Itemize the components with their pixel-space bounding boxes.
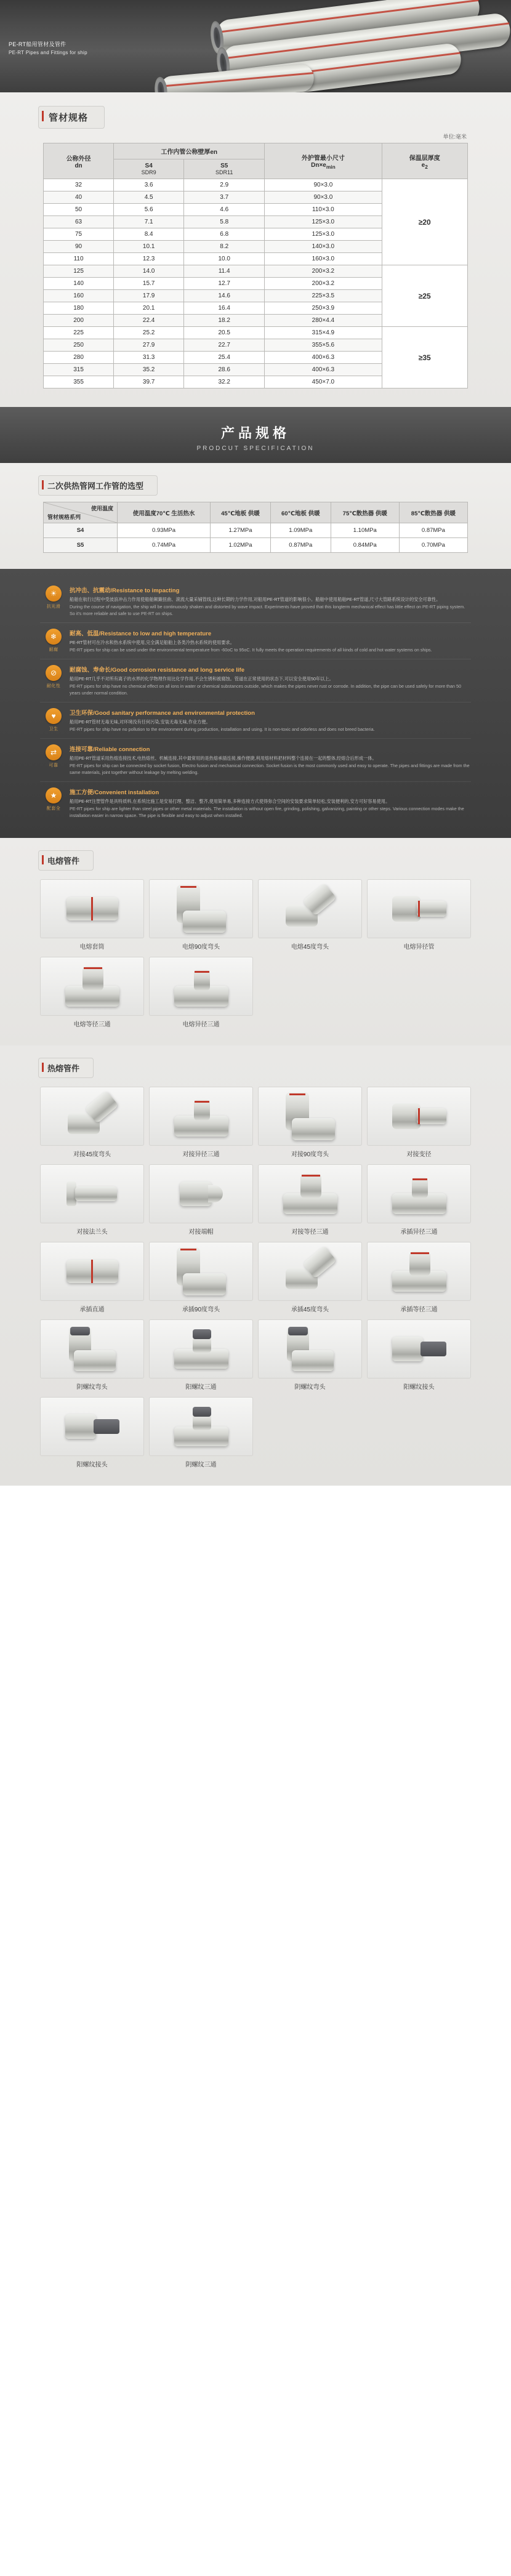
fusion-fitting-item[interactable] <box>40 1397 144 1468</box>
electro-fitting-label: 电熔等径三通 <box>73 1021 111 1028</box>
cell-insulation: ≥35 <box>382 327 468 388</box>
fusion-fitting-thumbnail[interactable] <box>367 1319 471 1379</box>
fusion-fitting-thumbnail[interactable] <box>258 1164 362 1223</box>
electro-fitting-item[interactable] <box>40 879 144 951</box>
electro-fittings-heading: 电熔管件 <box>38 850 94 871</box>
cell-s5: 6.8 <box>184 228 265 241</box>
cell-outer: 160×3.0 <box>265 253 382 265</box>
feature-badge-icon: ★ <box>46 787 62 803</box>
fusion-fitting-label: 对接等径三通 <box>291 1229 329 1236</box>
cell-outer: 315×4.9 <box>265 327 382 339</box>
fusion-fittings-section <box>0 1045 511 1486</box>
feature-text-en: PE-RT pipes for ship are lighter than steel pipes or other metal materials. The installation is without open fire, grinding, polishing, galvanizing, painting or other steps. Various connection modes make the installation easier in narrow space. The pipe is flexible and easy to adjust when installed. <box>70 806 464 818</box>
feature-badge-icon: ☀ <box>46 586 62 602</box>
feature-badge <box>40 708 67 733</box>
heat-network-section <box>0 463 511 569</box>
feature-text-en: PE-RT pipes for ship have no pollution to the environment during production, installation and using. It is non-toxic and odorless and does not breed bacteria. <box>70 727 375 732</box>
cell-s5: 16.4 <box>184 302 265 315</box>
feature-badge <box>40 629 67 653</box>
feature-title: 施工方便/Convenient installation <box>70 789 159 796</box>
cell-outer: 90×3.0 <box>265 191 382 204</box>
cell-s5: 12.7 <box>184 278 265 290</box>
cell-s5: 14.6 <box>184 290 265 302</box>
cell-dn: 280 <box>44 352 114 364</box>
product-spec-title-cn: 产品规格 <box>220 425 290 441</box>
feature-badge <box>40 665 67 696</box>
table-row <box>44 327 468 339</box>
heat-tbody <box>44 523 468 553</box>
product-spec-title-en: PRODCUT SPECIFICATION <box>196 445 315 452</box>
feature-body <box>67 586 471 617</box>
cell-series: S4 <box>44 523 118 538</box>
pipe-spec-thead <box>44 143 468 179</box>
feature-badge-label: 配套全 <box>46 807 61 811</box>
cell-s5: 22.7 <box>184 339 265 352</box>
feature-text <box>70 639 471 653</box>
col-dn: 公称外径 dn <box>44 143 114 179</box>
feature-title: 耐腐蚀、寿命长/Good corrosion resistance and long service life <box>70 667 245 674</box>
pipe-spec-heading <box>38 106 105 129</box>
electro-fitting-item[interactable] <box>258 879 362 951</box>
feature-text <box>70 798 471 819</box>
cell-dn: 32 <box>44 179 114 191</box>
feature-title: 卫生环保/Good sanitary performance and environmental protection <box>70 710 255 717</box>
cell-outer: 140×3.0 <box>265 241 382 253</box>
cell-s4: 17.9 <box>114 290 184 302</box>
feature-badge-icon: ❄ <box>46 629 62 645</box>
cell-s4: 8.4 <box>114 228 184 241</box>
feature-item <box>40 782 471 824</box>
cell-insulation: ≥20 <box>382 179 468 265</box>
feature-text-cn: 船用PE-RT管道采用热熔连接技术,电热熔丝、机械连接,其中最常用的是热熔承插连接,操作便捷,利用熔材料把材料整个连接在一起的整体,经熔合后形成一体。 <box>70 755 377 761</box>
fusion-fitting-label: 阳螺纹接头 <box>403 1384 435 1391</box>
cell-outer: 110×3.0 <box>265 204 382 216</box>
feature-item <box>40 580 471 623</box>
feature-badge <box>40 787 67 819</box>
cell-series: S5 <box>44 538 118 553</box>
feature-title: 连接可靠/Reliable connection <box>70 746 150 753</box>
cell-s5: 3.7 <box>184 191 265 204</box>
electro-fitting-item[interactable] <box>149 879 253 951</box>
corner-bottom-left: 管材规格系列 <box>47 514 81 520</box>
feature-badge <box>40 744 67 776</box>
hero-title-cn: PE-RT船用管材及管件 <box>9 41 66 47</box>
fusion-fitting-item[interactable] <box>149 1164 253 1236</box>
fusion-fitting-thumbnail[interactable] <box>40 1164 144 1223</box>
feature-text-cn: 船舶在航行过程中受波浪冲击力作用使船舶颠簸扭曲、滚流大量采铺管线,这种长期的力学作用,对船用PE-RT管道的影响很小。船舶中使用船舶PE-RT管道,尺寸大管路系统设计的安全可靠性。 <box>70 597 441 602</box>
cell-insulation: ≥25 <box>382 265 468 327</box>
fusion-fitting-item[interactable] <box>258 1242 362 1313</box>
electro-fittings-grid <box>40 879 471 1028</box>
electro-fitting-thumbnail[interactable] <box>367 879 471 938</box>
feature-badge-label: 抗光滑 <box>46 605 61 609</box>
feature-badge-icon: ⊘ <box>46 665 62 681</box>
cell-s4: 5.6 <box>114 204 184 216</box>
electro-fitting-item[interactable] <box>40 957 144 1028</box>
feature-badge <box>40 586 67 617</box>
cell-s5: 20.5 <box>184 327 265 339</box>
cell-pressure: 1.02MPa <box>211 538 271 553</box>
cell-pressure: 1.27MPa <box>211 523 271 538</box>
fusion-fitting-label: 对接45度弯头 <box>73 1151 111 1158</box>
cell-dn: 125 <box>44 265 114 278</box>
pipe-spec-tbody <box>44 179 468 388</box>
heat-col-0: 使用温度70℃ 生活热水 <box>118 502 211 523</box>
hero-title-en: PE-RT Pipes and Fittings for ship <box>9 50 87 55</box>
corner-cell <box>44 502 118 523</box>
pipe-spec-table <box>43 143 468 388</box>
table-row <box>44 179 468 191</box>
product-spec-banner <box>0 407 511 463</box>
heat-col-2: 60℃地板 供暖 <box>270 502 331 523</box>
feature-title: 耐高、低温/Resistance to low and high temperature <box>70 630 212 637</box>
cell-s5: 4.6 <box>184 204 265 216</box>
fusion-fitting-item[interactable] <box>367 1087 471 1158</box>
fusion-fitting-label: 承插45度弯头 <box>291 1306 329 1313</box>
fusion-fitting-thumbnail[interactable] <box>40 1087 144 1146</box>
table-header-row <box>44 502 468 523</box>
pipe-spec-heading-label: 管材规格 <box>38 106 105 129</box>
feature-text <box>70 718 471 733</box>
feature-text-cn: 船用PE-RT注塑管件是具特质料,在系统比施工是安易打理、整洁、整齐,使用简单易,多种连接方式使得弥合空间的安装要求简单轻松,安装便利的,安方可好容易使用。 <box>70 799 390 804</box>
cell-outer: 400×6.3 <box>265 364 382 376</box>
electro-fitting-label: 电熔异径管 <box>403 944 435 951</box>
fusion-fitting-thumbnail[interactable] <box>367 1087 471 1146</box>
cell-dn: 75 <box>44 228 114 241</box>
feature-badge-label: 耐化性 <box>46 684 61 688</box>
cell-s4: 31.3 <box>114 352 184 364</box>
feature-body <box>67 787 471 819</box>
heat-network-heading: 二次供热管网工作管的选型 <box>38 475 158 496</box>
feature-item <box>40 739 471 782</box>
fusion-fitting-label: 对接变径 <box>406 1151 432 1158</box>
fusion-fitting-thumbnail[interactable] <box>149 1319 253 1379</box>
fusion-fitting-item[interactable] <box>149 1087 253 1158</box>
cell-s5: 28.6 <box>184 364 265 376</box>
cell-dn: 160 <box>44 290 114 302</box>
cell-dn: 250 <box>44 339 114 352</box>
fusion-fitting-thumbnail[interactable] <box>258 1242 362 1301</box>
table-row <box>44 538 468 553</box>
fusion-fitting-label: 阴螺纹弯头 <box>76 1384 108 1391</box>
unit-note: 单位:毫米 <box>443 134 467 140</box>
cell-outer: 280×4.4 <box>265 315 382 327</box>
fusion-fittings-grid <box>40 1087 471 1468</box>
fusion-fitting-item[interactable] <box>40 1087 144 1158</box>
feature-body <box>67 744 471 776</box>
fusion-fitting-item[interactable] <box>367 1164 471 1236</box>
cell-dn: 355 <box>44 376 114 388</box>
corner-top-right: 使用温度 <box>91 505 113 512</box>
table-header-row <box>44 143 468 159</box>
fusion-fitting-thumbnail[interactable] <box>149 1397 253 1456</box>
cell-s5: 5.8 <box>184 216 265 228</box>
fusion-fitting-item[interactable] <box>367 1242 471 1313</box>
pipe-illustration <box>123 4 511 90</box>
fusion-fitting-item[interactable] <box>149 1242 253 1313</box>
hero-title <box>9 41 87 57</box>
heat-col-4: 85℃散热器 供暖 <box>399 502 467 523</box>
cell-outer: 200×3.2 <box>265 278 382 290</box>
feature-badge-label: 卫生 <box>49 727 58 731</box>
cell-dn: 315 <box>44 364 114 376</box>
electro-fitting-thumbnail[interactable] <box>40 879 144 938</box>
feature-badge-icon: ♥ <box>46 708 62 724</box>
col-wall-group: 工作内管公称壁厚en <box>114 143 265 159</box>
table-row <box>44 523 468 538</box>
fusion-fitting-label: 承插90度弯头 <box>182 1306 220 1313</box>
fusion-fitting-thumbnail[interactable] <box>149 1087 253 1146</box>
feature-text-cn: PE-RT管材可在冷水和热水系统中使用,完全满足船舶上各类冷热水系统的使用要求。 <box>70 640 235 645</box>
fusion-fitting-thumbnail[interactable] <box>40 1319 144 1379</box>
cell-dn: 180 <box>44 302 114 315</box>
feature-item <box>40 623 471 659</box>
electro-fitting-thumbnail[interactable] <box>40 957 144 1016</box>
fusion-fitting-thumbnail[interactable] <box>258 1087 362 1146</box>
fusion-fitting-item[interactable] <box>258 1087 362 1158</box>
feature-badge-label: 耐腐 <box>49 648 58 652</box>
cell-outer: 355×5.6 <box>265 339 382 352</box>
electro-fitting-thumbnail[interactable] <box>149 879 253 938</box>
cell-s4: 14.0 <box>114 265 184 278</box>
feature-text <box>70 755 471 776</box>
cell-pressure: 0.87MPa <box>399 523 467 538</box>
cell-dn: 225 <box>44 327 114 339</box>
feature-text-en: PE-RT pipes for ship can be connected by socket fusion, Electro fusion and mechanical connection. Socket fusion is the most commonly used and easy to operate. The pipes and fittings are made from the same materials, joint together without leakage by melting welding. <box>70 763 470 775</box>
feature-text <box>70 675 471 696</box>
cell-s4: 27.9 <box>114 339 184 352</box>
feature-text <box>70 596 471 617</box>
fusion-fitting-label: 承插等径三通 <box>400 1306 438 1313</box>
cell-outer: 125×3.0 <box>265 228 382 241</box>
cell-pressure: 1.09MPa <box>270 523 331 538</box>
cell-dn: 50 <box>44 204 114 216</box>
table-row <box>44 265 468 278</box>
electro-fitting-item[interactable] <box>367 879 471 951</box>
fusion-fitting-label: 阳螺纹接头 <box>76 1462 108 1468</box>
fusion-fitting-label: 对接90度弯头 <box>291 1151 329 1158</box>
cell-outer: 400×6.3 <box>265 352 382 364</box>
cell-s5: 8.2 <box>184 241 265 253</box>
feature-title: 抗冲击、抗震动/Resistance to impacting <box>70 587 180 594</box>
cell-s4: 35.2 <box>114 364 184 376</box>
fusion-fitting-thumbnail[interactable] <box>149 1242 253 1301</box>
cell-s4: 7.1 <box>114 216 184 228</box>
fusion-fitting-item[interactable] <box>367 1319 471 1391</box>
cell-s4: 10.1 <box>114 241 184 253</box>
pipe-spec-section <box>0 92 511 407</box>
electro-fitting-thumbnail[interactable] <box>149 957 253 1016</box>
feature-text-en: During the course of navigation, the ship will be continuously shaken and distorted by wave impact. Experiments have proved that this longterm mechanical effect has little effect on PE-RT piping system. So it's more reliable and safe to use PE-RT on ships. <box>70 604 465 616</box>
fusion-fitting-label: 对接异径三通 <box>182 1151 220 1158</box>
fusion-fitting-thumbnail[interactable] <box>40 1242 144 1301</box>
cell-dn: 40 <box>44 191 114 204</box>
feature-item <box>40 659 471 702</box>
fusion-fitting-item[interactable] <box>40 1319 144 1391</box>
cell-pressure: 1.10MPa <box>331 523 399 538</box>
cell-dn: 110 <box>44 253 114 265</box>
cell-s4: 3.6 <box>114 179 184 191</box>
cell-s5: 18.2 <box>184 315 265 327</box>
fusion-fitting-thumbnail[interactable] <box>367 1164 471 1223</box>
cell-pressure: 0.84MPa <box>331 538 399 553</box>
cell-s5: 32.2 <box>184 376 265 388</box>
electro-fittings-section <box>0 838 511 1045</box>
cell-dn: 63 <box>44 216 114 228</box>
col-outer: 外护管最小尺寸 $Dn\times e_{min}$ <box>265 143 382 179</box>
fusion-fitting-thumbnail[interactable] <box>40 1397 144 1456</box>
fusion-fitting-item[interactable] <box>149 1319 253 1391</box>
feature-body <box>67 665 471 696</box>
fusion-fitting-item[interactable] <box>258 1164 362 1236</box>
cell-s4: 22.4 <box>114 315 184 327</box>
cell-s4: 12.3 <box>114 253 184 265</box>
cell-dn: 200 <box>44 315 114 327</box>
cell-dn: 140 <box>44 278 114 290</box>
fusion-fitting-thumbnail[interactable] <box>149 1164 253 1223</box>
fusion-fitting-label: 阳螺纹三通 <box>185 1384 217 1391</box>
feature-text-en: PE-RT pipes for ship can be used under the environmental temperature from -60oC to 95oC. It fully meets the operation requirements of all kinds of cold and hot water systems on ships. <box>70 647 432 653</box>
fusion-fitting-item[interactable] <box>149 1397 253 1468</box>
electro-fitting-thumbnail[interactable] <box>258 879 362 938</box>
cell-s4: 39.7 <box>114 376 184 388</box>
hero-banner <box>0 0 511 92</box>
heat-col-1: 45℃地板 供暖 <box>211 502 271 523</box>
fusion-fitting-label: 阴螺纹三通 <box>185 1462 217 1468</box>
cell-s5: 10.0 <box>184 253 265 265</box>
cell-s4: 15.7 <box>114 278 184 290</box>
fusion-fitting-thumbnail[interactable] <box>367 1242 471 1301</box>
col-s5: S5 SDR11 <box>184 159 265 179</box>
fusion-fitting-label: 对接法兰头 <box>76 1229 108 1236</box>
fusion-fitting-label: 对接端帽 <box>188 1229 214 1236</box>
electro-fitting-label: 电熔异径三通 <box>182 1021 220 1028</box>
cell-pressure: 0.93MPa <box>118 523 211 538</box>
feature-badge-label: 可靠 <box>49 763 58 768</box>
fusion-fitting-label: 承插直通 <box>79 1306 105 1313</box>
cell-pressure: 0.87MPa <box>270 538 331 553</box>
heat-thead <box>44 502 468 523</box>
feature-body <box>67 629 471 653</box>
fusion-fitting-label: 阴螺纹弯头 <box>294 1384 326 1391</box>
cell-outer: 250×3.9 <box>265 302 382 315</box>
fusion-fitting-thumbnail[interactable] <box>258 1319 362 1379</box>
cell-pressure: 0.74MPa <box>118 538 211 553</box>
heat-col-3: 75℃散热器 供暖 <box>331 502 399 523</box>
cell-s5: 25.4 <box>184 352 265 364</box>
fusion-fitting-item[interactable] <box>40 1242 144 1313</box>
fusion-fitting-item[interactable] <box>40 1164 144 1236</box>
feature-badge-icon: ⇄ <box>46 744 62 760</box>
cell-s4: 20.1 <box>114 302 184 315</box>
cell-outer: 225×3.5 <box>265 290 382 302</box>
cell-outer: 90×3.0 <box>265 179 382 191</box>
features-section <box>0 569 511 838</box>
fusion-fitting-label: 承插异径三通 <box>400 1229 438 1236</box>
cell-dn: 90 <box>44 241 114 253</box>
cell-s4: 4.5 <box>114 191 184 204</box>
col-insulation: 保温层厚度 $e_2$ <box>382 143 468 179</box>
feature-item <box>40 702 471 739</box>
feature-body <box>67 708 471 733</box>
feature-text-cn: 船用PE-RT管材无毒无味,对环境没有任何污染,安装无毒无味,作业方便。 <box>70 719 211 725</box>
feature-text-cn: 船用PE-RT几乎不对所有离子的水界的化学物理作用比化学作用,不会生锈和被腐蚀。管道在正常使用的状态下,可以安全使用50年以上。 <box>70 676 334 682</box>
electro-fitting-label: 电熔45度弯头 <box>291 944 329 951</box>
col-s4: S4 SDR9 <box>114 159 184 179</box>
electro-fitting-label: 电熔90度弯头 <box>182 944 220 951</box>
cell-s4: 25.2 <box>114 327 184 339</box>
cell-s5: 2.9 <box>184 179 265 191</box>
electro-fitting-label: 电熔套筒 <box>79 944 105 951</box>
fusion-fitting-item[interactable] <box>258 1319 362 1391</box>
cell-s5: 11.4 <box>184 265 265 278</box>
cell-outer: 450×7.0 <box>265 376 382 388</box>
feature-text-en: PE-RT pipes for ship have no chemical effect on all ions in water or chemical substances outside, which makes the pipes never rust or corrode. In addition, the pipe can be used safely for more than 50 years under normal condition. <box>70 683 462 696</box>
cell-outer: 125×3.0 <box>265 216 382 228</box>
cell-outer: 200×3.2 <box>265 265 382 278</box>
heat-network-table <box>43 502 468 553</box>
cell-pressure: 0.70MPa <box>399 538 467 553</box>
electro-fitting-item[interactable] <box>149 957 253 1028</box>
fusion-fittings-heading: 热熔管件 <box>38 1058 94 1078</box>
